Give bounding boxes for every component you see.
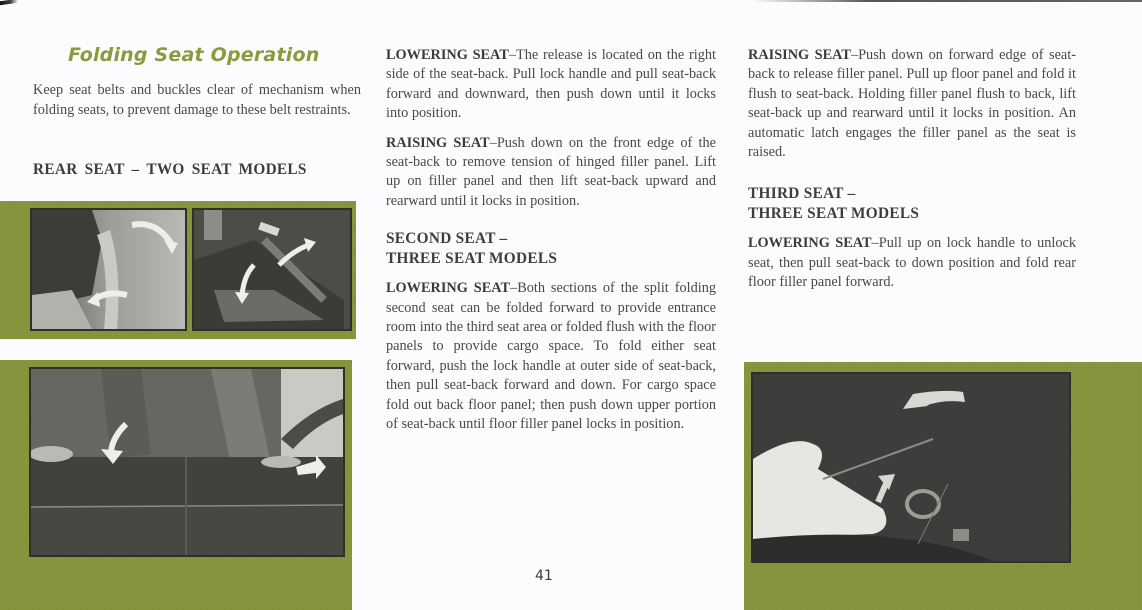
rear-lowering-paragraph (386, 46, 716, 124)
second-seat-heading-line2: THREE SEAT MODELS (386, 250, 558, 268)
second-lowering-text: –Both sections of the split folding second seat can be folded forward to provide entrance room into the third seat area or folded flush with the floor panels to provide cargo space. To fold either seat forward, push the lock handle at outer side of seat-back, then pull seat-back forward and down. For cargo space fold out back floor panel; then push down upper portion of seat-back until floor filler panel locks in position. (386, 280, 716, 433)
page-top-edge (752, 0, 1142, 2)
rear-lowering-lead: LOWERING SEAT (386, 47, 509, 63)
rear-raising-text: –Push down on the front edge of the seat-back to remove tension of hinged filler panel. Lift up on filler panel and then lift seat-back upward and rearward until it locks in position. (386, 134, 716, 209)
third-lowering-lead: LOWERING SEAT (748, 235, 872, 252)
second-lowering-lead: LOWERING SEAT (386, 280, 511, 297)
second-raising-paragraph (748, 46, 1076, 162)
rear-seat-heading: REAR SEAT – TWO SEAT MODELS (33, 161, 307, 178)
second-seat-heading-line1: SECOND SEAT – (386, 230, 508, 248)
second-seat-floor-panel-photo (29, 367, 345, 557)
right-column (748, 46, 1076, 303)
page-corner-shadow (0, 0, 18, 5)
rear-raising-paragraph (386, 134, 716, 212)
middle-column (386, 46, 716, 445)
rear-raising-lead: RAISING SEAT (386, 134, 490, 151)
second-raising-lead: RAISING SEAT (748, 47, 851, 63)
third-lowering-text: –Pull up on lock handle to unlock seat, then pull seat-back to down position and fold rear floor filler panel forward. (748, 235, 1076, 291)
second-seat-heading (386, 229, 716, 269)
third-lowering-paragraph (748, 234, 1076, 292)
rear-seat-fold-photo (192, 208, 352, 331)
rear-lowering-text: –The release is located on the right side of the seat-back. Pull lock handle and pull seat-back forward and downward, then push down until it locks into position. (386, 47, 716, 122)
third-seat-heading-line1: THIRD SEAT – (748, 185, 856, 203)
intro-text: Keep seat belts and buckles clear of mechanism when folding seats, to prevent damage to these belt restraints. (33, 82, 361, 118)
third-seat-heading (748, 184, 1076, 224)
page-number: 41 (535, 568, 553, 584)
second-lowering-paragraph (386, 279, 716, 434)
rear-seat-release-photo (30, 208, 187, 331)
page-title: Folding Seat Operation (68, 44, 320, 66)
third-seat-heading-line2: THREE SEAT MODELS (748, 205, 920, 223)
second-raising-text: –Push down on forward edge of seat-back to release filler panel. Pull up floor panel and fold it flush to seat-back. Holding filler panel flush to back, lift seat-back up and rearward until it locks in position. An automatic latch engages the filler panel as the seat is raised. (748, 47, 1076, 161)
third-seat-lock-handle-photo (751, 372, 1071, 563)
